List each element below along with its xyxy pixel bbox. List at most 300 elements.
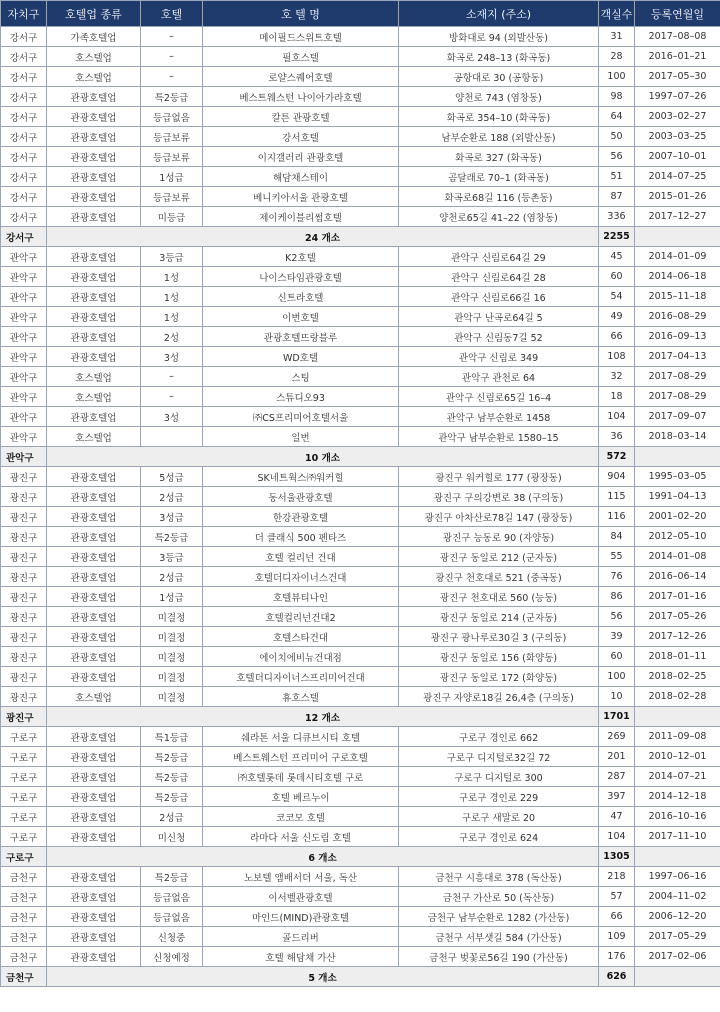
hotel-name-cell: ㈜호텔롯데 롯데시티호텔 구로 [203, 767, 399, 787]
table-row [1, 747, 720, 767]
address-cell: 광진구 광나루로30길 3 (구의동) [399, 627, 599, 647]
address-cell: 관악구 남부순환로 1580–15 [399, 427, 599, 447]
subtotal-empty-cell [635, 447, 720, 467]
hotel-name-cell: ㈜CS프리미어호텔서울 [203, 407, 399, 427]
registered-date-cell: 2014–07–25 [635, 167, 720, 187]
hotel-type-cell: 관광호텔업 [47, 87, 141, 107]
registered-date-cell: 2017–05–29 [635, 927, 720, 947]
registered-date-cell: 2003–03–25 [635, 127, 720, 147]
hotel-name-cell: 호텔뷰티나인 [203, 587, 399, 607]
hotel-type-cell: 관광호텔업 [47, 167, 141, 187]
hotel-name-cell: 호텔더디자이너스건대 [203, 567, 399, 587]
registered-date-cell: 2004–11–02 [635, 887, 720, 907]
grade-cell: – [141, 27, 203, 47]
hotel-name-cell: 필호스텔 [203, 47, 399, 67]
registered-date-cell: 2007–10–01 [635, 147, 720, 167]
rooms-cell: 98 [599, 87, 635, 107]
grade-cell: 2성 [141, 327, 203, 347]
address-cell: 금천구 시흥대로 378 (독산동) [399, 867, 599, 887]
grade-cell: 2성급 [141, 567, 203, 587]
address-cell: 관악구 신림동7길 52 [399, 327, 599, 347]
district-cell: 구로구 [1, 807, 47, 827]
rooms-cell: 56 [599, 147, 635, 167]
registered-date-cell: 2014–12–18 [635, 787, 720, 807]
table-row [1, 907, 720, 927]
hotel-type-cell: 관광호텔업 [47, 787, 141, 807]
hotel-name-cell: 베스트웨스턴 나이아가라호텔 [203, 87, 399, 107]
subtotal-count-cell: 24 개소 [47, 227, 599, 247]
district-cell: 광진구 [1, 487, 47, 507]
registered-date-cell: 2010–12–01 [635, 747, 720, 767]
header-address: 소재지 (주소) [399, 1, 599, 27]
hotel-name-cell: 호텔 해담채 가산 [203, 947, 399, 967]
subtotal-empty-cell [635, 227, 720, 247]
hotel-type-cell: 관광호텔업 [47, 567, 141, 587]
address-cell: 광진구 구의강변로 38 (구의동) [399, 487, 599, 507]
table-row [1, 347, 720, 367]
registered-date-cell: 2015–01–26 [635, 187, 720, 207]
registered-date-cell: 2017–11–10 [635, 827, 720, 847]
hotel-name-cell: 휴호스텔 [203, 687, 399, 707]
address-cell: 구로구 경인로 662 [399, 727, 599, 747]
table-row [1, 727, 720, 747]
hotel-name-cell: 로얄스퀘어호텔 [203, 67, 399, 87]
address-cell: 구로구 경인로 624 [399, 827, 599, 847]
registered-date-cell: 2017–08–29 [635, 367, 720, 387]
hotel-type-cell: 호스텔업 [47, 387, 141, 407]
grade-cell: 특2등급 [141, 767, 203, 787]
table-row [1, 207, 720, 227]
district-cell: 강서구 [1, 187, 47, 207]
district-cell: 강서구 [1, 47, 47, 67]
district-cell: 금천구 [1, 867, 47, 887]
hotel-type-cell: 관광호텔업 [47, 867, 141, 887]
address-cell: 관악구 관천로 64 [399, 367, 599, 387]
hotel-name-cell: 라마다 서울 신도림 호텔 [203, 827, 399, 847]
address-cell: 관악구 남부순환로 1458 [399, 407, 599, 427]
rooms-cell: 176 [599, 947, 635, 967]
grade-cell: 미결정 [141, 627, 203, 647]
address-cell: 관악구 신림로64길 28 [399, 267, 599, 287]
hotel-type-cell: 관광호텔업 [47, 727, 141, 747]
hotel-type-cell: 관광호텔업 [47, 147, 141, 167]
subtotal-rooms-cell: 2255 [599, 227, 635, 247]
grade-cell: 미등급 [141, 207, 203, 227]
district-cell: 금천구 [1, 927, 47, 947]
grade-cell: 특2등급 [141, 747, 203, 767]
hotel-type-cell: 호스텔업 [47, 47, 141, 67]
subtotal-rooms-cell: 572 [599, 447, 635, 467]
table-row [1, 807, 720, 827]
rooms-cell: 54 [599, 287, 635, 307]
district-cell: 강서구 [1, 167, 47, 187]
district-cell: 광진구 [1, 507, 47, 527]
registered-date-cell: 2014–01–09 [635, 247, 720, 267]
grade-cell: 신청예정 [141, 947, 203, 967]
grade-cell: – [141, 387, 203, 407]
table-row [1, 487, 720, 507]
hotel-name-cell: 이서벨관광호텔 [203, 887, 399, 907]
district-cell: 관악구 [1, 407, 47, 427]
grade-cell: 등급보류 [141, 147, 203, 167]
header-hotel-name: 호 텔 명 [203, 1, 399, 27]
table-row [1, 407, 720, 427]
hotel-name-cell: 베스트웨스턴 프리미어 구로호텔 [203, 747, 399, 767]
table-row [1, 927, 720, 947]
grade-cell: 1성급 [141, 587, 203, 607]
rooms-cell: 84 [599, 527, 635, 547]
grade-cell: 등급보류 [141, 187, 203, 207]
registered-date-cell: 2017–02–06 [635, 947, 720, 967]
rooms-cell: 104 [599, 827, 635, 847]
hotel-name-cell: WD호텔 [203, 347, 399, 367]
table-row [1, 387, 720, 407]
district-cell: 관악구 [1, 247, 47, 267]
table-row [1, 47, 720, 67]
registered-date-cell: 1997–07–26 [635, 87, 720, 107]
hotel-name-cell: 일번 [203, 427, 399, 447]
hotel-name-cell: 호텔더디자이너스프리미어건대 [203, 667, 399, 687]
rooms-cell: 109 [599, 927, 635, 947]
table-row [1, 587, 720, 607]
table-row [1, 507, 720, 527]
hotel-type-cell: 관광호텔업 [47, 407, 141, 427]
grade-cell: 1성 [141, 287, 203, 307]
address-cell: 광진구 동일로 212 (군자동) [399, 547, 599, 567]
hotel-type-cell: 관광호텔업 [47, 827, 141, 847]
subtotal-row [1, 707, 720, 727]
hotel-name-cell: 노보텔 앰배서더 서울, 독산 [203, 867, 399, 887]
subtotal-count-cell: 10 개소 [47, 447, 599, 467]
hotel-name-cell: 동서울관광호텔 [203, 487, 399, 507]
hotel-name-cell: 스튜디오93 [203, 387, 399, 407]
grade-cell: 특2등급 [141, 787, 203, 807]
registered-date-cell: 2017–01–16 [635, 587, 720, 607]
rooms-cell: 66 [599, 907, 635, 927]
address-cell: 관악구 신림로 349 [399, 347, 599, 367]
table-row [1, 607, 720, 627]
registered-date-cell: 2017–08–29 [635, 387, 720, 407]
hotel-type-cell: 관광호텔업 [47, 287, 141, 307]
grade-cell: – [141, 367, 203, 387]
district-cell: 강서구 [1, 127, 47, 147]
table-row [1, 247, 720, 267]
hotel-type-cell: 관광호텔업 [47, 267, 141, 287]
header-registered-date: 등록연월일 [635, 1, 720, 27]
rooms-cell: 56 [599, 607, 635, 627]
address-cell: 금천구 가산로 50 (독산동) [399, 887, 599, 907]
table-row [1, 887, 720, 907]
rooms-cell: 31 [599, 27, 635, 47]
rooms-cell: 50 [599, 127, 635, 147]
address-cell: 광진구 동일로 172 (화양동) [399, 667, 599, 687]
district-cell: 강서구 [1, 87, 47, 107]
rooms-cell: 336 [599, 207, 635, 227]
subtotal-empty-cell [635, 967, 720, 987]
hotel-type-cell: 호스텔업 [47, 427, 141, 447]
grade-cell: 1성 [141, 267, 203, 287]
hotel-name-cell: 에이치에비뉴건대점 [203, 647, 399, 667]
grade-cell: 2성급 [141, 487, 203, 507]
table-row [1, 427, 720, 447]
grade-cell: 3등급 [141, 247, 203, 267]
district-cell: 관악구 [1, 287, 47, 307]
rooms-cell: 36 [599, 427, 635, 447]
district-cell: 광진구 [1, 567, 47, 587]
rooms-cell: 115 [599, 487, 635, 507]
address-cell: 화곡로68길 116 (등촌동) [399, 187, 599, 207]
table-row [1, 527, 720, 547]
table-row [1, 367, 720, 387]
address-cell: 광진구 천호대로 521 (중곡동) [399, 567, 599, 587]
subtotal-empty-cell [635, 707, 720, 727]
grade-cell: 특2등급 [141, 527, 203, 547]
hotel-name-cell: 호텔컬리넌건대2 [203, 607, 399, 627]
district-cell: 관악구 [1, 427, 47, 447]
address-cell: 광진구 자양로18길 26,4층 (구의동) [399, 687, 599, 707]
address-cell: 화곡로 327 (화곡동) [399, 147, 599, 167]
grade-cell: 등급없음 [141, 107, 203, 127]
address-cell: 금천구 서부샛길 584 (가산동) [399, 927, 599, 947]
address-cell: 양천로65길 41–22 (염창동) [399, 207, 599, 227]
district-cell: 관악구 [1, 347, 47, 367]
subtotal-count-cell: 6 개소 [47, 847, 599, 867]
registered-date-cell: 1991–04–13 [635, 487, 720, 507]
district-cell: 광진구 [1, 527, 47, 547]
hotel-type-cell: 호스텔업 [47, 367, 141, 387]
registered-date-cell: 2016–09–13 [635, 327, 720, 347]
district-cell: 구로구 [1, 747, 47, 767]
grade-cell: – [141, 47, 203, 67]
hotel-name-cell: 베니키아서울 관광호텔 [203, 187, 399, 207]
address-cell: 구로구 디지털로32길 72 [399, 747, 599, 767]
address-cell: 광진구 아차산로78길 147 (광장동) [399, 507, 599, 527]
address-cell: 구로구 경인로 229 [399, 787, 599, 807]
hotel-type-cell: 관광호텔업 [47, 667, 141, 687]
header-grade: 호텔 [141, 1, 203, 27]
hotel-name-cell: K2호텔 [203, 247, 399, 267]
table-row [1, 667, 720, 687]
hotel-type-cell: 관광호텔업 [47, 947, 141, 967]
subtotal-row [1, 847, 720, 867]
district-cell: 금천구 [1, 887, 47, 907]
rooms-cell: 45 [599, 247, 635, 267]
hotel-name-cell: 한강관광호텔 [203, 507, 399, 527]
district-cell: 관악구 [1, 387, 47, 407]
address-cell: 관악구 신림로65길 16–4 [399, 387, 599, 407]
subtotal-district-cell: 구로구 [1, 847, 47, 867]
subtotal-count-cell: 12 개소 [47, 707, 599, 727]
district-cell: 관악구 [1, 367, 47, 387]
rooms-cell: 60 [599, 267, 635, 287]
rooms-cell: 116 [599, 507, 635, 527]
grade-cell: 등급없음 [141, 887, 203, 907]
table-row [1, 827, 720, 847]
hotel-name-cell: 제이케이블리썸호텔 [203, 207, 399, 227]
address-cell: 관악구 신림로64길 29 [399, 247, 599, 267]
subtotal-district-cell: 금천구 [1, 967, 47, 987]
hotel-name-cell: 호텔 베르누이 [203, 787, 399, 807]
district-cell: 구로구 [1, 787, 47, 807]
registered-date-cell: 2017–04–13 [635, 347, 720, 367]
rooms-cell: 64 [599, 107, 635, 127]
subtotal-count-cell: 5 개소 [47, 967, 599, 987]
district-cell: 광진구 [1, 547, 47, 567]
registered-date-cell: 2018–02–28 [635, 687, 720, 707]
hotel-name-cell: 관광호텔뜨랑블루 [203, 327, 399, 347]
grade-cell: – [141, 67, 203, 87]
hotel-type-cell: 관광호텔업 [47, 807, 141, 827]
subtotal-district-cell: 광진구 [1, 707, 47, 727]
grade-cell: 미결정 [141, 687, 203, 707]
hotel-type-cell: 관광호텔업 [47, 107, 141, 127]
registered-date-cell: 2012–05–10 [635, 527, 720, 547]
table-row [1, 147, 720, 167]
hotel-name-cell: 신트라호텔 [203, 287, 399, 307]
rooms-cell: 218 [599, 867, 635, 887]
address-cell: 남부순환로 188 (외발산동) [399, 127, 599, 147]
address-cell: 공항대로 30 (공항동) [399, 67, 599, 87]
rooms-cell: 201 [599, 747, 635, 767]
subtotal-rooms-cell: 626 [599, 967, 635, 987]
subtotal-row [1, 227, 720, 247]
hotel-name-cell: 코코모 호텔 [203, 807, 399, 827]
rooms-cell: 32 [599, 367, 635, 387]
hotel-name-cell: 더 클래식 500 펜타즈 [203, 527, 399, 547]
hotel-name-cell: 나이스타임관광호텔 [203, 267, 399, 287]
hotel-type-cell: 관광호텔업 [47, 127, 141, 147]
address-cell: 양천로 743 (염창동) [399, 87, 599, 107]
hotel-name-cell: 해담채스테이 [203, 167, 399, 187]
table-row [1, 107, 720, 127]
district-cell: 관악구 [1, 307, 47, 327]
registered-date-cell: 1995–03–05 [635, 467, 720, 487]
district-cell: 광진구 [1, 467, 47, 487]
registered-date-cell: 2018–02–25 [635, 667, 720, 687]
hotel-type-cell: 관광호텔업 [47, 607, 141, 627]
table-row [1, 287, 720, 307]
table-row [1, 647, 720, 667]
hotel-name-cell: 마인드(MIND)관광호텔 [203, 907, 399, 927]
hotel-type-cell: 관광호텔업 [47, 887, 141, 907]
registered-date-cell: 2017–12–26 [635, 627, 720, 647]
hotel-name-cell: SK네트웍스㈜워커힐 [203, 467, 399, 487]
district-cell: 관악구 [1, 327, 47, 347]
registered-date-cell: 1997–06–16 [635, 867, 720, 887]
address-cell: 광진구 능동로 90 (자양동) [399, 527, 599, 547]
district-cell: 강서구 [1, 107, 47, 127]
registered-date-cell: 2017–09–07 [635, 407, 720, 427]
rooms-cell: 39 [599, 627, 635, 647]
hotel-type-cell: 호스텔업 [47, 687, 141, 707]
table-row [1, 687, 720, 707]
registered-date-cell: 2011–09–08 [635, 727, 720, 747]
rooms-cell: 49 [599, 307, 635, 327]
hotel-type-cell: 관광호텔업 [47, 587, 141, 607]
district-cell: 광진구 [1, 627, 47, 647]
rooms-cell: 18 [599, 387, 635, 407]
district-cell: 광진구 [1, 607, 47, 627]
hotel-type-cell: 관광호텔업 [47, 467, 141, 487]
grade-cell: 특2등급 [141, 867, 203, 887]
registered-date-cell: 2016–08–29 [635, 307, 720, 327]
hotel-type-cell: 호스텔업 [47, 67, 141, 87]
registered-date-cell: 2014–06–18 [635, 267, 720, 287]
registered-date-cell: 2014–01–08 [635, 547, 720, 567]
registered-date-cell: 2017–08–08 [635, 27, 720, 47]
registered-date-cell: 2001–02–20 [635, 507, 720, 527]
table-row [1, 627, 720, 647]
address-cell: 금천구 남부순환로 1282 (가산동) [399, 907, 599, 927]
header-hotel-type: 호텔업 종류 [47, 1, 141, 27]
hotel-type-cell: 관광호텔업 [47, 647, 141, 667]
grade-cell: 3성급 [141, 507, 203, 527]
rooms-cell: 86 [599, 587, 635, 607]
district-cell: 광진구 [1, 647, 47, 667]
district-cell: 강서구 [1, 147, 47, 167]
subtotal-district-cell: 관악구 [1, 447, 47, 467]
hotel-name-cell: 골드리버 [203, 927, 399, 947]
district-cell: 광진구 [1, 587, 47, 607]
rooms-cell: 60 [599, 647, 635, 667]
registered-date-cell: 2006–12–20 [635, 907, 720, 927]
subtotal-rooms-cell: 1305 [599, 847, 635, 867]
grade-cell: 2성급 [141, 807, 203, 827]
address-cell: 곰달래로 70–1 (화곡동) [399, 167, 599, 187]
subtotal-empty-cell [635, 847, 720, 867]
table-row [1, 187, 720, 207]
hotel-name-cell: 쉐라톤 서울 디큐브시티 호텔 [203, 727, 399, 747]
subtotal-row [1, 447, 720, 467]
grade-cell: 3성 [141, 347, 203, 367]
address-cell: 화곡로 248–13 (화곡동) [399, 47, 599, 67]
table-body [1, 27, 720, 987]
registered-date-cell: 2003–02–27 [635, 107, 720, 127]
grade-cell: 신청중 [141, 927, 203, 947]
table-row [1, 787, 720, 807]
district-cell: 금천구 [1, 947, 47, 967]
hotel-type-cell: 관광호텔업 [47, 187, 141, 207]
grade-cell [141, 427, 203, 447]
hotel-name-cell: 이지갤러리 관광호텔 [203, 147, 399, 167]
rooms-cell: 269 [599, 727, 635, 747]
registered-date-cell: 2016–01–21 [635, 47, 720, 67]
registered-date-cell: 2016–10–16 [635, 807, 720, 827]
table-row [1, 467, 720, 487]
rooms-cell: 100 [599, 667, 635, 687]
subtotal-rooms-cell: 1701 [599, 707, 635, 727]
rooms-cell: 47 [599, 807, 635, 827]
address-cell: 구로구 디지털로 300 [399, 767, 599, 787]
address-cell: 광진구 워커힐로 177 (광장동) [399, 467, 599, 487]
grade-cell: 미신청 [141, 827, 203, 847]
hotel-name-cell: 호텔스타건대 [203, 627, 399, 647]
grade-cell: 3성 [141, 407, 203, 427]
registered-date-cell: 2014–07–21 [635, 767, 720, 787]
registered-date-cell: 2015–11–18 [635, 287, 720, 307]
hotel-name-cell: 이번호텔 [203, 307, 399, 327]
registered-date-cell: 2017–05–30 [635, 67, 720, 87]
header-district: 자치구 [1, 1, 47, 27]
subtotal-row [1, 967, 720, 987]
hotel-type-cell: 관광호텔업 [47, 307, 141, 327]
registered-date-cell: 2017–05–26 [635, 607, 720, 627]
table-row [1, 307, 720, 327]
district-cell: 구로구 [1, 827, 47, 847]
hotel-name-cell: 호텔 컬리넌 건대 [203, 547, 399, 567]
grade-cell: 3등급 [141, 547, 203, 567]
hotel-type-cell: 관광호텔업 [47, 747, 141, 767]
